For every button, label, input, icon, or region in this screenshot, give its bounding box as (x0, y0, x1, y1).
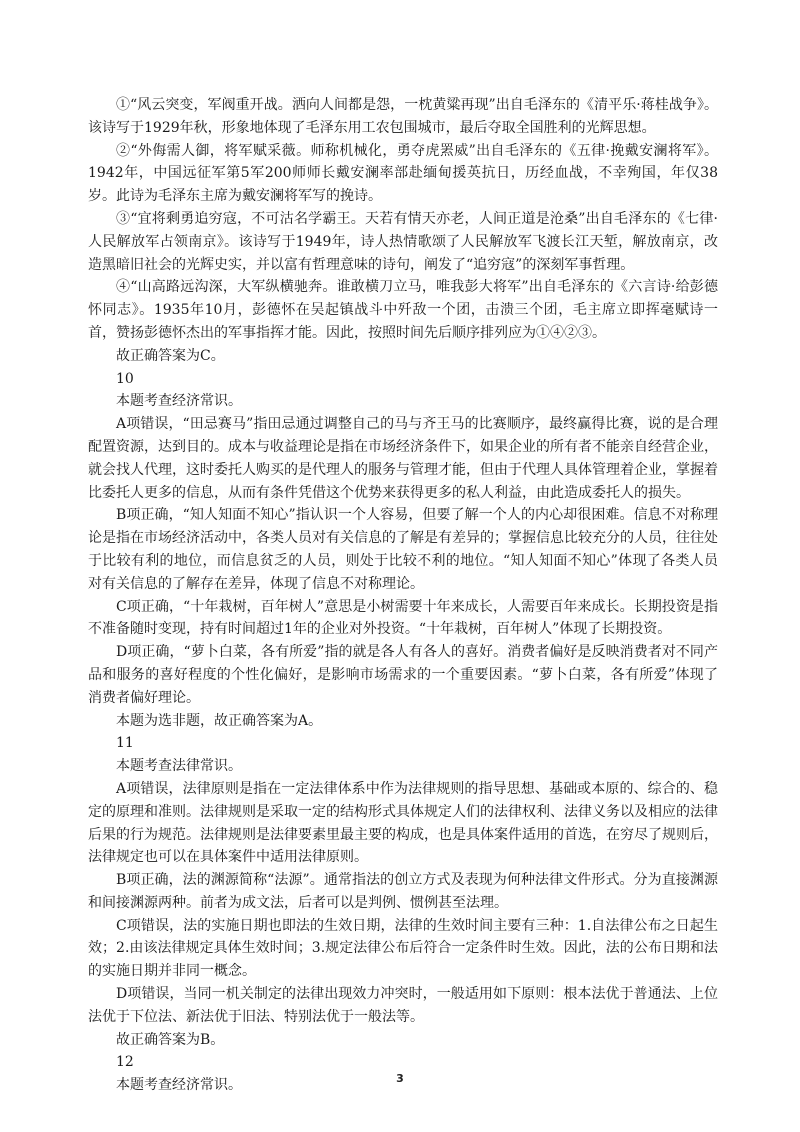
paragraph: C项正确，“十年栽树，百年树人”意思是小树需要十年来成长，人需要百年来成长。长期投资是指不准备随时变现，持有时间超过1年的企业对外投资。“十年栽树，百年树人”体现了长期投资。 (88, 598, 718, 638)
paragraph: ③“宜将剩勇追穷寇，不可沽名学霸王。天若有情天亦老，人间正道是沧桑”出自毛泽东的《七律·人民解放军占领南京》。该诗写于1949年，诗人热情歌颂了人民解放军飞渡长江天堑，解放南京，改造黑暗旧社会的光辉史实，并以富有哲理意味的诗句，阐发了“追穷寇”的深刻军事哲理。 (88, 210, 718, 273)
topic-line: 本题考查经济常识。 (116, 393, 242, 410)
question-number: 11 (116, 735, 134, 752)
paragraph: B项正确，“知人知面不知心”指认识一个人容易，但要了解一个人的内心却很困难。信息不对称理论是指在市场经济活动中，各类人员对有关信息的了解是有差异的；掌握信息比较充分的人员，往往处于比较有利的地位，而信息贫乏的人员，则处于比较不利的地位。“知人知面不知心”体现了各类人员对有关信息的了解存在差异，体现了信息不对称理论。 (88, 507, 718, 592)
answer-line: 故正确答案为B。 (116, 1031, 225, 1048)
answer-line: 本题为选非题，故正确答案为A。 (116, 712, 323, 729)
paragraph: A项错误，法律原则是指在一定法律体系中作为法律规则的指导思想、基础或本原的、综合的、稳定的原理和准则。法律规则是采取一定的结构形式具体规定人们的法律权利、法律义务以及相应的法律后果的行为规范。法律规则是法律要素里最主要的构成，也是具体案件适用的首选，在穷尽了规则后，法律规定也可以在具体案件中适用法律原则。 (88, 780, 718, 866)
topic-line: 本题考查经济常识。 (116, 1077, 242, 1094)
question-number: 12 (116, 1054, 134, 1071)
paragraph: A项错误，“田忌赛马”指田忌通过调整自己的马与齐王马的比赛顺序，最终赢得比赛，说的是合理配置资源，达到目的。成本与收益理论是指在市场经济条件下，如果企业的所有者不能亲自经营企业，就会找人代理，这时委托人购买的是代理人的服务与管理才能，但由于代理人具体管理着企业，掌握着比委托人更多的信息，从而有条件凭借这个优势来获得更多的私人利益，由此造成委托人的损失。 (88, 416, 718, 501)
page-number: 3 (396, 1072, 404, 1085)
paragraph: D项正确，“萝卜白菜，各有所爱”指的就是各人有各人的喜好。消费者偏好是反映消费者对不同产品和服务的喜好程度的个性化偏好，是影响市场需求的一个重要因素。“萝卜白菜，各有所爱”体现了消费者偏好理论。 (88, 644, 718, 706)
paragraph: ①“风云突变，军阀重开战。洒向人间都是怨，一枕黄粱再现”出自毛泽东的《清平乐·蒋桂战争》。该诗写于1929年秋，形象地体现了毛泽东用工农包围城市，最后夺取全国胜利的光辉思想。 (88, 97, 718, 136)
paragraph: D项错误，当同一机关制定的法律出现效力冲突时，一般适用如下原则：根本法优于普通法、上位法优于下位法、新法优于旧法、特别法优于一般法等。 (88, 986, 718, 1025)
answer-line: 故正确答案为C。 (116, 347, 225, 364)
answer-explanation-body (88, 94, 718, 1097)
paragraph: ④“山高路远沟深，大军纵横驰奔。谁敢横刀立马，唯我彭大将军”出自毛泽东的《六言诗·给彭德怀同志》。1935年10月，彭德怀在吴起镇战斗中歼敌一个团，击溃三个团，毛主席立即挥毫赋诗一首，赞扬彭德怀杰出的军事指挥才能。因此，按照时间先后顺序排列应为①④②③。 (88, 279, 718, 341)
question-number: 10 (116, 370, 134, 387)
paragraph: ②“外侮需人御，将军赋采薇。师称机械化，勇夺虎罴威”出自毛泽东的《五律·挽戴安澜将军》。1942年，中国远征军第5军200师师长戴安澜率部赴缅甸援英抗日，历经血战，不幸殉国，年仅38岁。此诗为毛泽东主席为戴安澜将军写的挽诗。 (88, 142, 718, 205)
topic-line: 本题考查法律常识。 (116, 758, 242, 775)
paragraph: B项正确，法的渊源简称“法源”。通常指法的创立方式及表现为何种法律文件形式。分为直接渊源和间接渊源两种。前者为成文法，后者可以是判例、惯例甚至法理。 (88, 872, 718, 911)
paragraph: C项错误，法的实施日期也即法的生效日期，法律的生效时间主要有三种：1.自法律公布之日起生效；2.由该法律规定具体生效时间；3.规定法律公布后符合一定条件时生效。因此，法的公布日期和法的实施日期并非同一概念。 (88, 917, 718, 980)
